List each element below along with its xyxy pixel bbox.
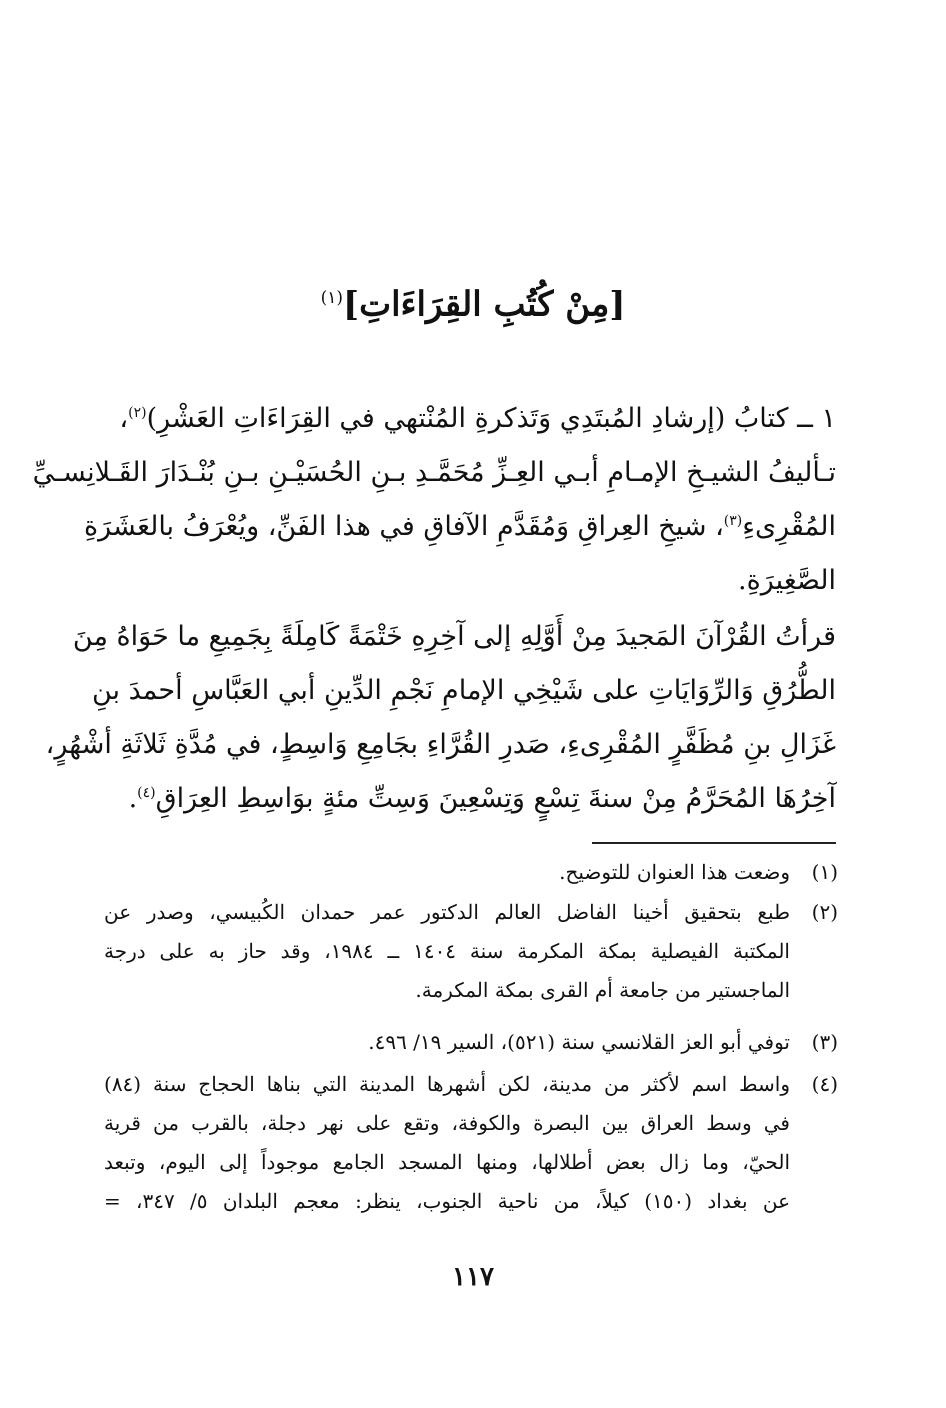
- footnote-line: وضعت هذا العنوان للتوضيح.: [559, 860, 790, 884]
- footnote-divider: [592, 842, 836, 844]
- footnote-3: [104, 1023, 838, 1062]
- footnote-number: (١): [811, 860, 838, 884]
- para-line-4: آخِرُهَا المُحَرَّمُ مِنْ سنةَ تِسْعٍ وَتِسْعِينَ وَسِتِّ مئةٍ بوَاسِطِ العِرَاقِ$^{(٤)}$.: [128, 783, 836, 814]
- footnote-ref-4: (٤): [137, 785, 156, 801]
- book-entry: [32, 392, 836, 608]
- footnote-number: (٤): [811, 1072, 838, 1096]
- para-line-2: الطُّرُقِ وَالرِّوَايَاتِ على شَيْخِي الإمامِ نَجْمِ الدِّينِ أبي العَبَّاسِ أحمدَ بنِ: [91, 675, 836, 706]
- entry-line-1: ١ ــ كتابُ (إرشادِ المُبتَدِي وَتَذكرةِ المُنْتهي في القِرَاءَاتِ العَشْرِ)$^{(٢)}$،: [119, 403, 836, 434]
- footnote-ref-2: (٢): [128, 405, 147, 421]
- footnote-2: [104, 893, 838, 1010]
- footnote-ref-3: (٣): [723, 513, 743, 529]
- footnote-line: في وسط العراق بين البصرة والكوفة، وتقع على نهر دجلة، بالقرب من قرية: [104, 1111, 790, 1135]
- footnote-ref-1: (١): [320, 288, 343, 308]
- footnote-line: الماجستير من جامعة أم القرى بمكة المكرمة.: [415, 978, 790, 1002]
- entry-line-2: تـأليفُ الشيـخِ الإمـامِ أبـي العِـزِّ مُحَمَّـدِ بـنِ الحُسَيْـنِ بـنِ بُنْـدَارَ القَـلانِسـيِّ: [32, 457, 836, 488]
- entry-line-3: المُقْرِىءِ$^{(٣)}$، شيخِ العِراقِ وَمُقَدَّمِ الآفاقِ في هذا الفَنِّ، ويُعْرَفُ بالعَشَرَةِ: [83, 511, 836, 542]
- footnote-line: طبع بتحقيق أخينا الفاضل العالم الدكتور عمر حمدان الكُبيسي، وصدر عن: [104, 900, 790, 924]
- footnote-line: واسط اسم لأكثر من مدينة، لكن أشهرها المدينة التي بناها الحجاج سنة (٨٤): [104, 1072, 790, 1096]
- reading-paragraph: [45, 610, 836, 826]
- footnote-number: (٣): [811, 1030, 838, 1054]
- footnote-number: (٢): [811, 900, 838, 924]
- footnote-line: عن بغداد (١٥٠) كيلاً، من ناحية الجنوب، ينظر: معجم البلدان ٥/ ٣٤٧، =: [104, 1189, 790, 1213]
- entry-line-4: الصَّغِيرَةِ.: [738, 565, 836, 596]
- footnote-1: [104, 853, 838, 892]
- footnote-4: [104, 1065, 838, 1221]
- footnote-line: المكتبة الفيصلية بمكة المكرمة سنة ١٤٠٤ ــ ١٩٨٤، وقد حاز به على درجة: [104, 939, 790, 963]
- section-title-text: [مِنْ كُتُبِ القِرَاءَاتِ]: [342, 284, 626, 325]
- footnote-line: الحيّ، وما زال بعض أطلالها، ومنها المسجد الجامع موجوداً إلى اليوم، وتبعد: [104, 1150, 790, 1174]
- para-line-3: غَزَالِ بنِ مُظَفَّرٍ المُقْرِىءِ، صَدرِ القُرَّاءِ بجَامِعِ وَاسِطٍ، في مُدَّةِ ثَلاثَةِ أشْهُرٍ،: [45, 729, 836, 760]
- footnote-line: توفي أبو العز القلانسي سنة (٥٢١)، السير ١٩/ ٤٩٦.: [368, 1030, 790, 1054]
- section-title: [0, 268, 946, 334]
- para-line-1: قرأتُ القُرْآنَ المَجيدَ مِنْ أَوَّلِهِ إلى آخِرِهِ خَتْمَةً كَامِلَةً بِجَمِيعِ ما حَوَاهُ مِنَ: [72, 621, 836, 652]
- page-number: ١١٧: [452, 1262, 494, 1292]
